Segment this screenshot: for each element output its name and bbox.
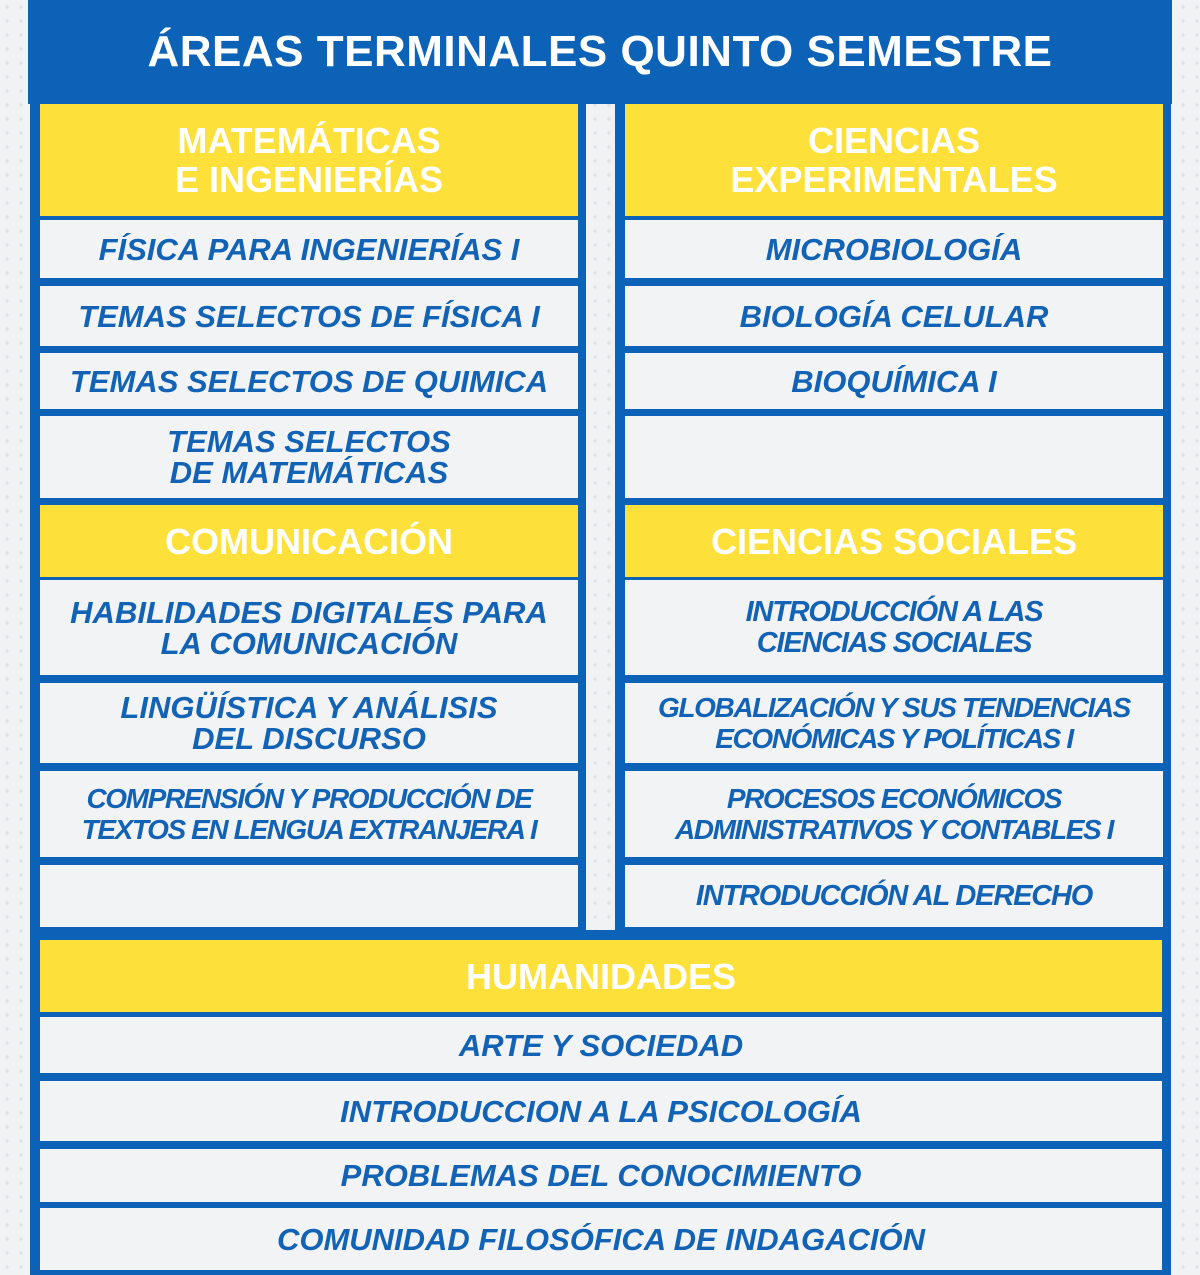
subject-cell	[625, 416, 1163, 498]
subject-cell: FÍSICA PARA INGENIERÍAS I	[40, 220, 578, 278]
subject-cell: PROBLEMAS DEL CONOCIMIENTO	[40, 1149, 1162, 1202]
subject-cell: COMPRENSIÓN Y PRODUCCIÓN DE TEXTOS EN LENGUA EXTRANJERA I	[40, 771, 578, 857]
subject-cell: BIOQUÍMICA I	[625, 353, 1163, 409]
subject-cell: PROCESOS ECONÓMICOS ADMINISTRATIVOS Y CONTABLES I	[625, 771, 1163, 857]
header-experimentales: CIENCIAS EXPERIMENTALES	[625, 104, 1163, 216]
subject-cell: TEMAS SELECTOS DE MATEMÁTICAS	[40, 416, 578, 498]
subject-cell: INTRODUCCION A LA PSICOLOGÍA	[40, 1081, 1162, 1141]
page-title: ÁREAS TERMINALES QUINTO SEMESTRE	[147, 27, 1053, 76]
header-matematicas: MATEMÁTICAS E INGENIERÍAS	[40, 104, 578, 216]
subject-cell: BIOLOGÍA CELULAR	[625, 286, 1163, 346]
subject-cell: TEMAS SELECTOS DE QUIMICA	[40, 353, 578, 409]
subject-cell: INTRODUCCIÓN AL DERECHO	[625, 865, 1163, 927]
header-comunicacion: COMUNICACIÓN	[40, 505, 578, 577]
subject-cell: LINGÜÍSTICA Y ANÁLISIS DEL DISCURSO	[40, 683, 578, 763]
subject-cell: COMUNIDAD FILOSÓFICA DE INDAGACIÓN	[40, 1208, 1162, 1270]
subject-cell: MICROBIOLOGÍA	[625, 220, 1163, 278]
header-sociales: CIENCIAS SOCIALES	[625, 505, 1163, 577]
subject-cell: ARTE Y SOCIEDAD	[40, 1017, 1162, 1073]
title-banner	[28, 0, 1172, 104]
subject-cell: TEMAS SELECTOS DE FÍSICA I	[40, 286, 578, 346]
subject-cell	[40, 865, 578, 927]
subject-cell: HABILIDADES DIGITALES PARA LA COMUNICACIÓN	[40, 580, 578, 675]
subject-cell: GLOBALIZACIÓN Y SUS TENDENCIAS ECONÓMICAS Y POLÍTICAS I	[625, 683, 1163, 763]
header-humanidades: HUMANIDADES	[40, 940, 1162, 1012]
subject-cell: INTRODUCCIÓN A LAS CIENCIAS SOCIALES	[625, 580, 1163, 675]
